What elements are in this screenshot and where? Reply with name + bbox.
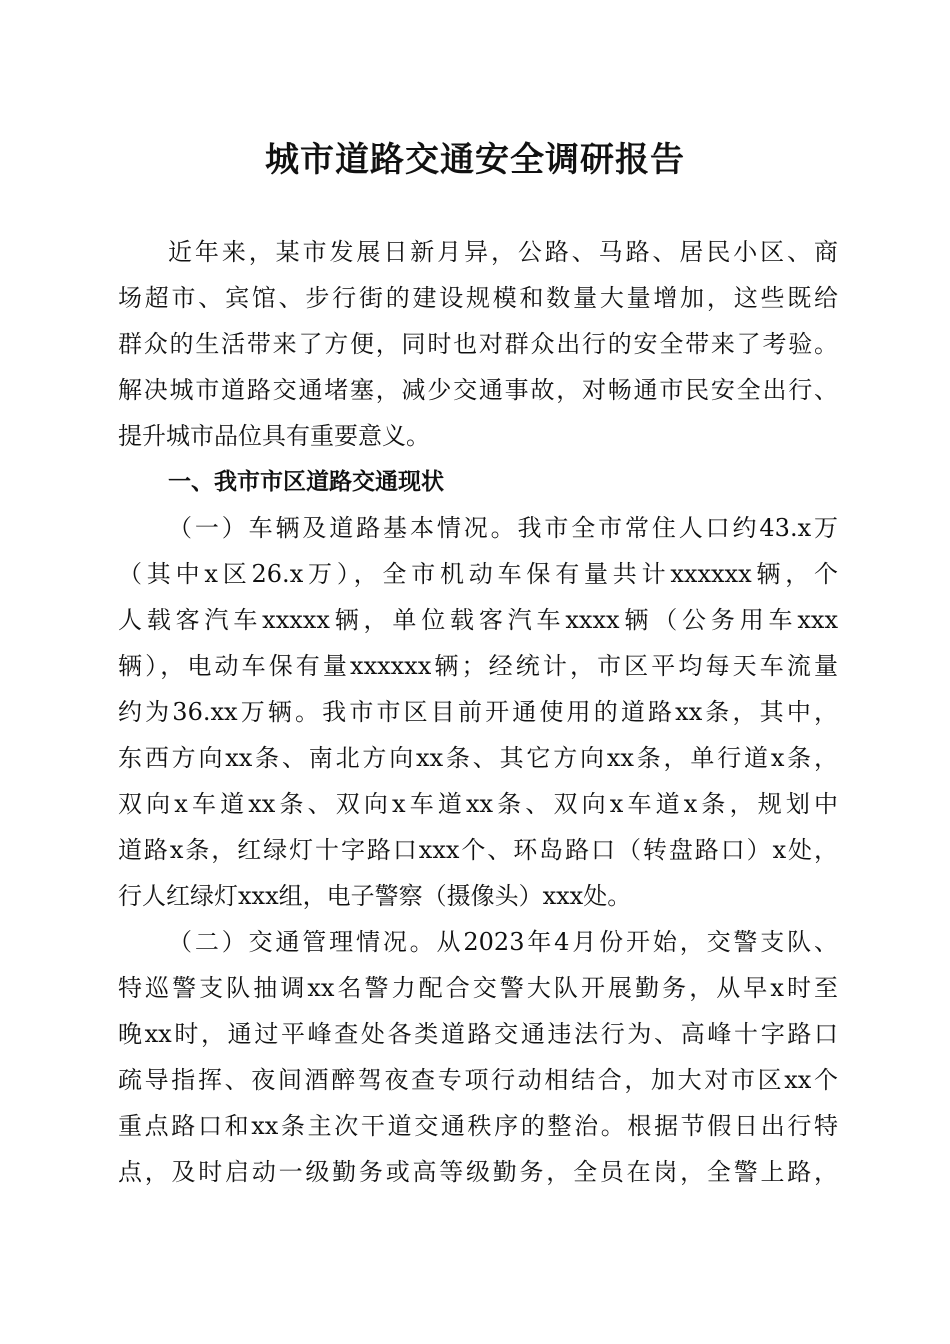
sub1-line: 人载客汽车xxxxx辆，单位载客汽车xxxx辆（公务用车xxx: [118, 606, 838, 634]
sub2-line: 点，及时启动一级勤务或高等级勤务，全员在岗，全警上路，: [118, 1158, 838, 1186]
sub2-line: 疏导指挥、夜间酒醉驾夜查专项行动相结合，加大对市区xx个: [118, 1066, 838, 1094]
sub1-line: 约为36.xx万辆。我市市区目前开通使用的道路xx条，其中，: [118, 698, 838, 726]
intro-line: 解决城市道路交通堵塞，减少交通事故，对畅通市民安全出行、: [118, 376, 838, 404]
section-heading: 一、我市市区道路交通现状: [168, 469, 444, 495]
intro-line: 群众的生活带来了方便，同时也对群众出行的安全带来了考验。: [118, 330, 838, 358]
sub1-line: 道路x条，红绿灯十字路口xxx个、环岛路口（转盘路口）x处，: [118, 836, 838, 864]
intro-line: 近年来，某市发展日新月异，公路、马路、居民小区、商: [168, 238, 838, 266]
sub1-line: 辆），电动车保有量xxxxxx辆；经统计，市区平均每天车流量: [118, 652, 838, 680]
sub2-line: 重点路口和xx条主次干道交通秩序的整治。根据节假日出行特: [118, 1112, 838, 1140]
sub1-line: （一）车辆及道路基本情况。我市全市常住人口约43.x万: [168, 514, 838, 542]
sub1-line: 双向x车道xx条、双向x车道xx条、双向x车道x条，规划中: [118, 790, 838, 818]
intro-line: 提升城市品位具有重要意义。: [118, 422, 430, 450]
sub1-line: 行人红绿灯xxx组，电子警察（摄像头）xxx处。: [118, 882, 632, 910]
sub2-line: 特巡警支队抽调xx名警力配合交警大队开展勤务，从早x时至: [118, 974, 838, 1002]
intro-line: 场超市、宾馆、步行街的建设规模和数量大量增加，这些既给: [118, 284, 838, 312]
sub2-line: 晚xx时，通过平峰查处各类道路交通违法行为、高峰十字路口: [118, 1020, 838, 1048]
sub2-line: （二）交通管理情况。从2023年4月份开始，交警支队、: [168, 928, 838, 956]
sub1-line: （其中x区26.x万），全市机动车保有量共计xxxxxx辆，个: [118, 560, 838, 588]
document-title: 城市道路交通安全调研报告: [265, 140, 685, 180]
sub1-line: 东西方向xx条、南北方向xx条、其它方向xx条，单行道x条，: [118, 744, 838, 772]
